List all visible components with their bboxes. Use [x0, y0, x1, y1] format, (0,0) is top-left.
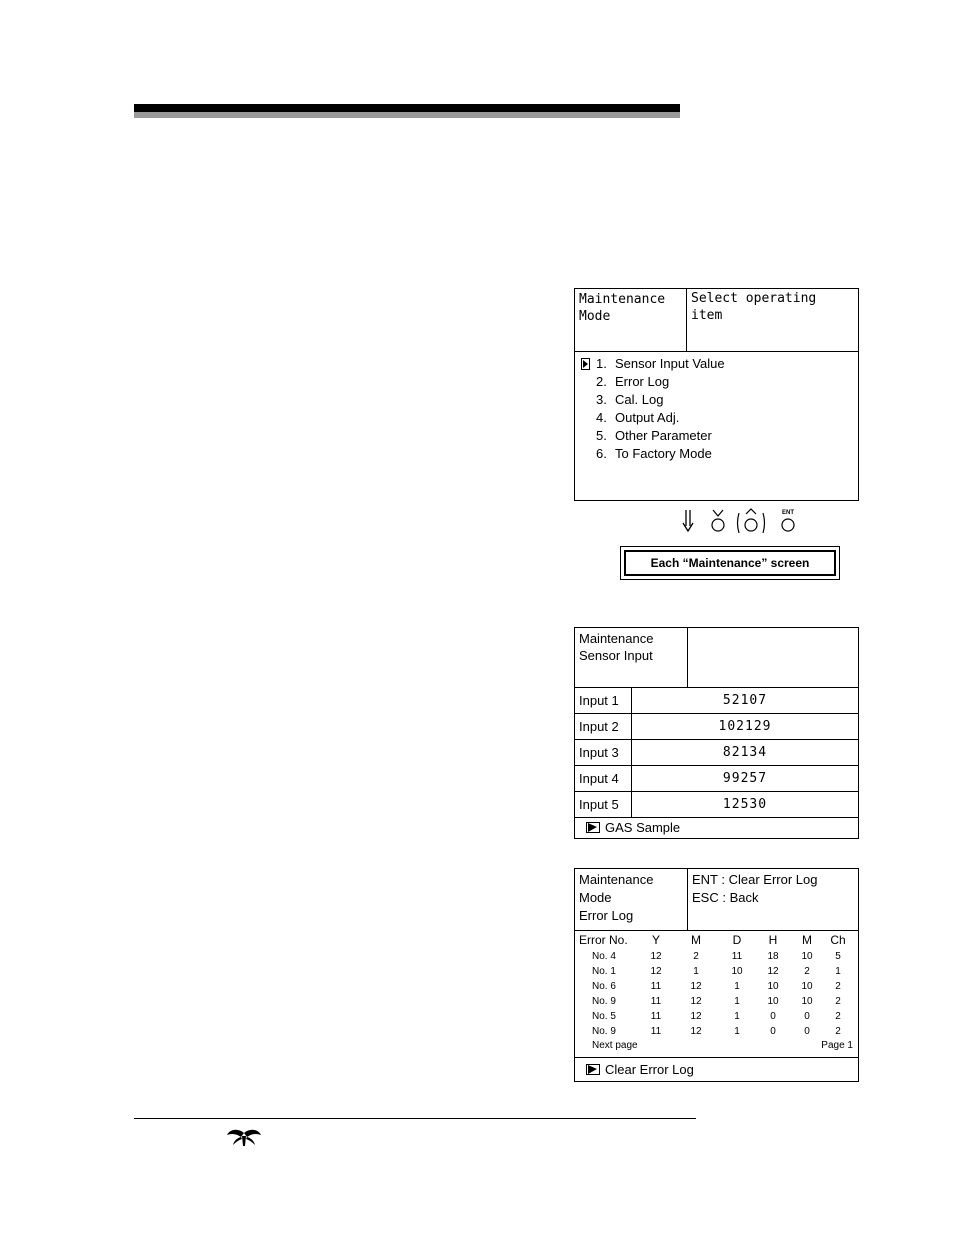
- title-line: Mode: [579, 890, 612, 905]
- table-row: [575, 1024, 858, 1039]
- maintenance-screen-label: [620, 546, 840, 580]
- table-cell: No. 1: [592, 966, 616, 977]
- menu-item-label: Sensor Input Value: [615, 356, 725, 371]
- table-cell: 10: [801, 981, 813, 992]
- menu-item-number: 4.: [596, 410, 607, 425]
- table-row: [575, 994, 858, 1009]
- sensor-input-row: [575, 714, 858, 740]
- gas-sample-selector[interactable]: [575, 818, 858, 838]
- menu-item-number: 6.: [596, 446, 607, 461]
- title-line: Sensor Input: [579, 648, 653, 663]
- title-line: Maintenance: [579, 292, 666, 307]
- title-line: Error Log: [579, 908, 634, 923]
- menu-item-sensor-input[interactable]: [575, 355, 858, 373]
- table-cell: 10: [801, 951, 813, 962]
- clear-error-log-label: Clear Error Log: [605, 1062, 694, 1077]
- table-cell: 1: [734, 1026, 740, 1037]
- table-cell: No. 5: [592, 1011, 616, 1022]
- screen-title: [575, 289, 687, 351]
- column-header: M: [691, 933, 701, 947]
- up-key-icon: [738, 509, 765, 533]
- column-header: Ch: [830, 933, 846, 947]
- menu-item-number: 3.: [596, 392, 607, 407]
- menu-item-output-adj[interactable]: [575, 409, 858, 427]
- header-rule: [134, 104, 680, 112]
- screen-instruction: Select operating item: [691, 291, 817, 323]
- table-header: [575, 932, 858, 949]
- table-cell: 5: [835, 951, 841, 962]
- table-cell: 0: [770, 1011, 776, 1022]
- menu-item-number: 5.: [596, 428, 607, 443]
- right-arrow-icon: [586, 1064, 600, 1075]
- next-page-label[interactable]: Next page: [592, 1040, 638, 1051]
- menu-item-factory-mode[interactable]: [575, 445, 858, 463]
- screen-title: [575, 869, 688, 931]
- column-header: H: [768, 933, 778, 947]
- key-help-esc: ESC : Back: [692, 890, 759, 905]
- menu-item-cal-log[interactable]: [575, 391, 858, 409]
- operating-item-menu: [575, 355, 858, 463]
- selection-cursor-icon: [581, 358, 590, 370]
- table-cell: No. 4: [592, 951, 616, 962]
- input-label: Input 3: [575, 740, 632, 765]
- sensor-input-row: [575, 688, 858, 714]
- table-cell: 12: [690, 981, 702, 992]
- table-cell: 10: [731, 966, 743, 977]
- column-header: Error No.: [579, 933, 628, 947]
- title-line: Maintenance: [579, 872, 654, 887]
- screen-key-help: [688, 869, 858, 931]
- footer-rule: [134, 1118, 696, 1119]
- table-cell: 0: [770, 1026, 776, 1037]
- sensor-input-row: [575, 740, 858, 766]
- table-row: [575, 949, 858, 964]
- input-value: 102129: [718, 719, 772, 734]
- table-cell: 2: [693, 951, 699, 962]
- table-cell: 1: [734, 981, 740, 992]
- header-rule-shadow: [134, 112, 680, 118]
- column-header: Y: [651, 933, 660, 947]
- menu-item-other-parameter[interactable]: [575, 427, 858, 445]
- table-cell: 2: [835, 1026, 841, 1037]
- input-value: 52107: [722, 693, 768, 708]
- table-cell: 12: [650, 951, 662, 962]
- menu-item-number: 1.: [596, 356, 607, 371]
- table-cell: 1: [693, 966, 699, 977]
- table-row: [575, 964, 858, 979]
- input-label: Input 5: [575, 792, 632, 817]
- sensor-input-row: [575, 766, 858, 792]
- table-cell: 10: [767, 981, 779, 992]
- table-row: [575, 979, 858, 994]
- right-arrow-icon: [586, 822, 600, 833]
- error-log-table: [575, 932, 858, 1053]
- table-cell: 11: [650, 1026, 662, 1037]
- table-cell: 0: [804, 1026, 810, 1037]
- page-indicator: Page 1: [821, 1040, 853, 1051]
- column-header: M: [802, 933, 812, 947]
- table-cell: 0: [804, 1011, 810, 1022]
- table-cell: No. 6: [592, 981, 616, 992]
- clear-error-log-selector[interactable]: [575, 1057, 858, 1082]
- table-cell: 1: [835, 966, 841, 977]
- input-value: 99257: [722, 771, 768, 786]
- table-cell: 12: [690, 996, 702, 1007]
- table-cell: 12: [690, 1026, 702, 1037]
- down-key-icon: [712, 510, 724, 531]
- menu-item-error-log[interactable]: [575, 373, 858, 391]
- input-label: Input 1: [575, 688, 632, 713]
- table-cell: 12: [767, 966, 779, 977]
- table-cell: 10: [767, 996, 779, 1007]
- screen-title: [575, 628, 688, 688]
- screen-header-blank: [688, 628, 858, 688]
- title-line: Maintenance: [579, 631, 654, 646]
- input-label: Input 2: [575, 714, 632, 739]
- sensor-input-row: [575, 792, 858, 818]
- column-header: D: [732, 933, 742, 947]
- table-cell: 10: [801, 996, 813, 1007]
- table-cell: No. 9: [592, 996, 616, 1007]
- table-cell: 1: [734, 996, 740, 1007]
- menu-item-label: To Factory Mode: [615, 446, 712, 461]
- maintenance-mode-screen: [574, 288, 859, 501]
- gas-sample-label: GAS Sample: [605, 820, 681, 835]
- table-cell: 11: [650, 981, 662, 992]
- table-cell: 1: [734, 1011, 740, 1022]
- title-line: Mode: [579, 309, 611, 324]
- menu-item-label: Other Parameter: [615, 428, 712, 443]
- table-cell: 18: [767, 951, 779, 962]
- key-sequence: [682, 506, 802, 536]
- enter-key-label: ENT: [782, 510, 794, 516]
- table-cell: No. 9: [592, 1026, 616, 1037]
- table-cell: 11: [650, 996, 662, 1007]
- table-cell: 11: [731, 951, 743, 962]
- table-row: [575, 1009, 858, 1024]
- menu-item-number: 2.: [596, 374, 607, 389]
- table-cell: 2: [835, 996, 841, 1007]
- error-log-screen: [574, 868, 859, 1082]
- maintenance-screen-label-text: Each “Maintenance” screen: [624, 550, 836, 576]
- enter-key-icon: [782, 519, 794, 531]
- table-cell: 12: [650, 966, 662, 977]
- input-value: 82134: [722, 745, 768, 760]
- table-cell: 2: [835, 981, 841, 992]
- table-cell: 2: [835, 1011, 841, 1022]
- menu-item-label: Output Adj.: [615, 410, 680, 425]
- table-cell: 2: [804, 966, 810, 977]
- table-cell: 12: [690, 1011, 702, 1022]
- company-logo-icon: [226, 1127, 262, 1147]
- screen-header: [575, 289, 858, 352]
- menu-item-label: Error Log: [615, 374, 670, 389]
- key-help-ent: ENT : Clear Error Log: [692, 872, 818, 887]
- sensor-input-screen: [574, 627, 859, 839]
- double-down-arrow-icon: [683, 510, 693, 531]
- menu-item-label: Cal. Log: [615, 392, 664, 407]
- table-cell: 11: [650, 1011, 662, 1022]
- input-value: 12530: [722, 797, 768, 812]
- pagination-line: [575, 1039, 858, 1053]
- input-label: Input 4: [575, 766, 632, 791]
